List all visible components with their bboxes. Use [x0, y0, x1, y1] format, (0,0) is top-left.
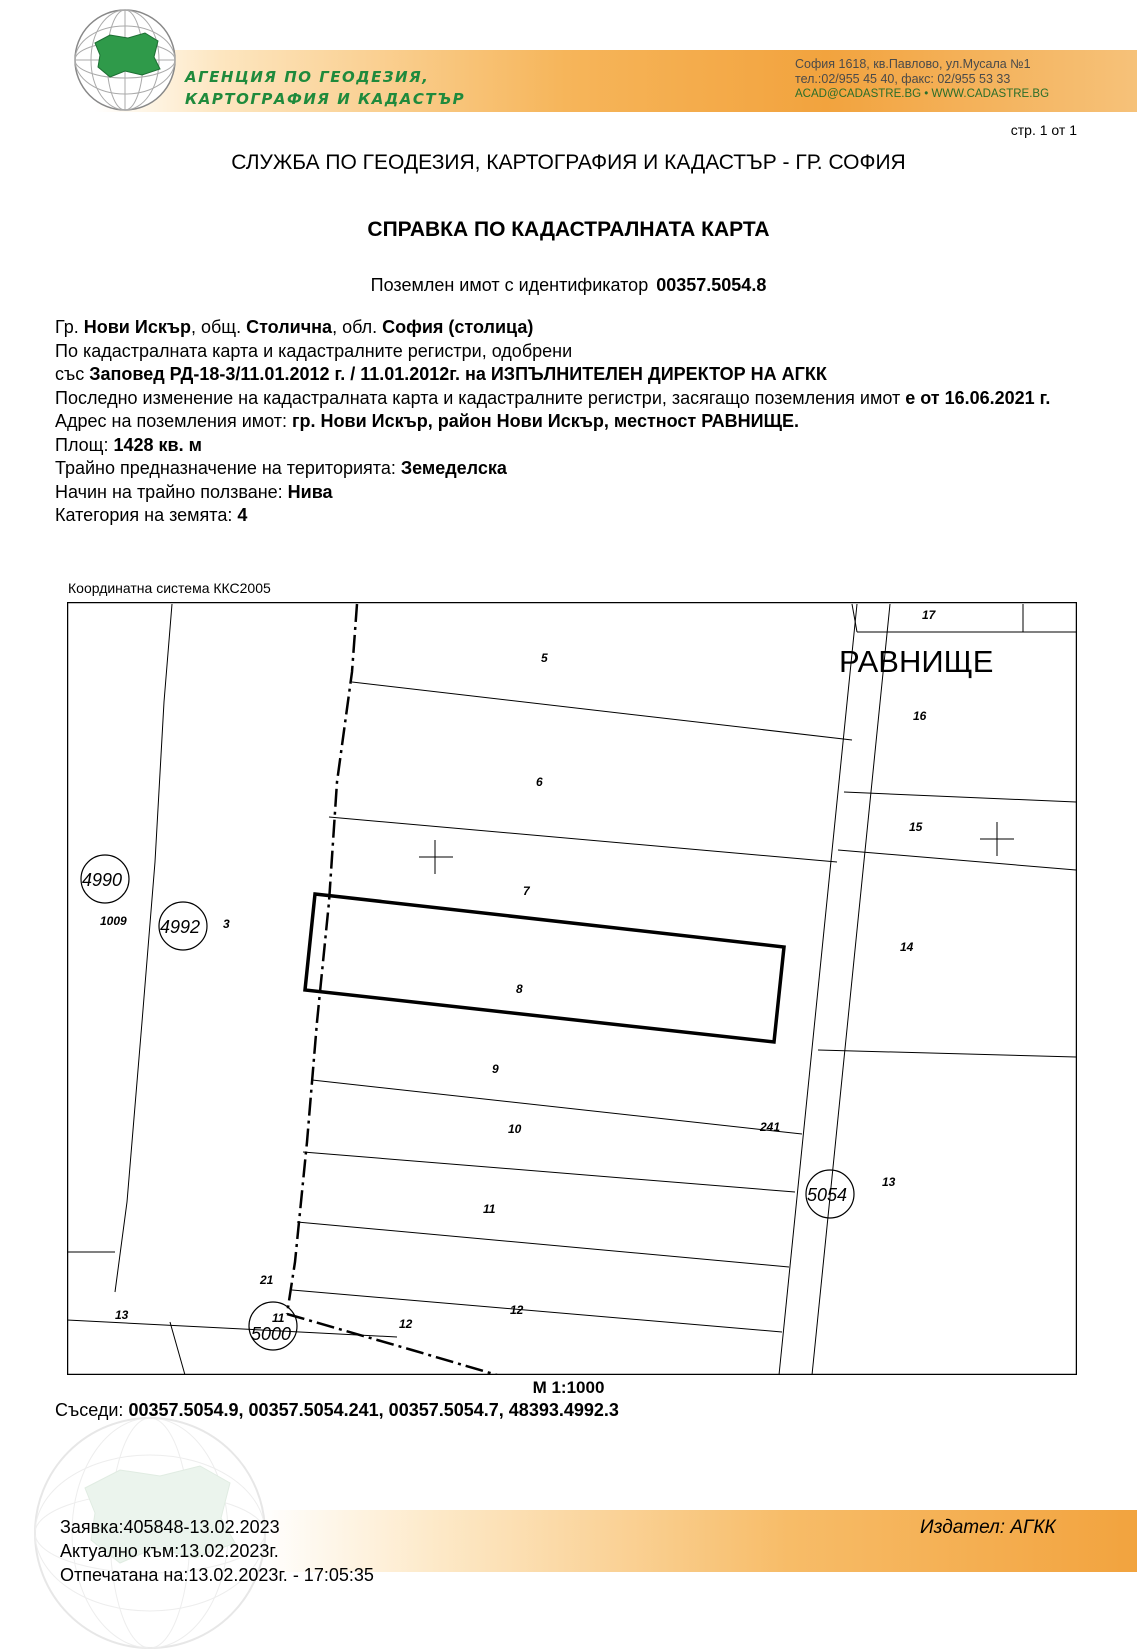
area-line: Площ: 1428 кв. м	[55, 434, 202, 455]
parcel-details	[55, 316, 1095, 528]
parcel-label-1009: 1009	[100, 914, 127, 928]
agency-name-line1: АГЕНЦИЯ ПО ГЕОДЕЗИЯ,	[185, 68, 430, 86]
parcel-label-9: 9	[492, 1062, 499, 1076]
parcel-label-21: 21	[260, 1273, 274, 1287]
parcel-label-10: 10	[508, 1122, 522, 1136]
parcel-label-13-left: 13	[115, 1308, 129, 1322]
service-title: СЛУЖБА ПО ГЕОДЕЗИЯ, КАРТОГРАФИЯ И КАДАСТЪР - ГР. СОФИЯ	[231, 151, 906, 174]
contact-address: София 1618, кв.Павлово, ул.Мусала №1	[795, 57, 1031, 71]
order: Заповед РД-18-3/11.01.2012 г. / 11.01.2012г. на ИЗПЪЛНИТЕЛЕН ДИРЕКТОР НА АГКК	[89, 364, 827, 384]
block-label-4990: 4990	[82, 870, 123, 890]
identifier-label: Поземлен имот с идентификатор	[370, 275, 649, 295]
coordinate-system: Координатна система ККС2005	[68, 580, 271, 596]
agency-name-line2: КАРТОГРАФИЯ И КАДАСТЪР	[185, 90, 466, 108]
order-line: със Заповед РД-18-3/11.01.2012 г. / 11.01.2012г. на ИЗПЪЛНИТЕЛЕН ДИРЕКТОР НА АГКК	[55, 364, 827, 384]
parcel-label-16: 16	[913, 709, 927, 723]
parcel-identifier	[0, 275, 1137, 296]
actual-date: Актуално към:13.02.2023г.	[60, 1541, 279, 1561]
agency-logo	[70, 5, 180, 115]
contact-phone: тел.:02/955 45 40, факс: 02/955 53 33	[795, 72, 1011, 86]
identifier-value: 00357.5054.8	[656, 275, 767, 295]
parcel-label-12: 12	[510, 1303, 524, 1317]
parcel-label-14: 14	[900, 940, 914, 954]
category: 4	[237, 505, 248, 525]
category-line: Категория на земята: 4	[55, 505, 248, 525]
contact-block	[795, 57, 1049, 102]
request-number: Заявка:405848-13.02.2023	[60, 1517, 280, 1537]
parcel-label-11: 11	[483, 1202, 496, 1216]
purpose: Земеделска	[400, 458, 507, 478]
parcel-label-12-bottom: 12	[399, 1317, 413, 1331]
block-label-4992: 4992	[160, 917, 201, 937]
region: София (столица)	[382, 317, 534, 337]
neighbors-value: 00357.5054.9, 00357.5054.241, 00357.5054.7, 48393.4992.3	[128, 1400, 619, 1420]
agency-name	[185, 66, 465, 110]
contact-web[interactable]: ACAD@CADASTRE.BG • WWW.CADASTRE.BG	[795, 88, 1050, 100]
last-change: е от 16.06.2021 г.	[905, 387, 1051, 408]
printed-date: Отпечатана на:13.02.2023г. - 17:05:35	[60, 1565, 374, 1585]
locality-label: РАВНИЩЕ	[839, 644, 994, 679]
parcel-label-8: 8	[516, 982, 523, 996]
page-number: стр. 1 от 1	[1010, 122, 1077, 138]
area: 1428 кв. м	[113, 434, 202, 455]
purpose-line: Трайно предназначение на територията: Земеделска	[55, 458, 507, 478]
parcel-label-17: 17	[922, 608, 936, 622]
parcel-label-6: 6	[536, 775, 543, 789]
cadastral-map	[67, 602, 1077, 1375]
approved-line: По кадастралната карта и кадастралните регистри, одобрени	[55, 340, 573, 361]
city: Нови Искър	[83, 317, 191, 337]
usage-line: Начин на трайно ползване: Нива	[55, 481, 333, 502]
block-label-5000: 5000	[251, 1324, 292, 1344]
parcel-label-7: 7	[523, 884, 530, 898]
neighbors-label: Съседи:	[55, 1400, 129, 1420]
parcel-label-3: 3	[223, 917, 230, 931]
municipality: Столична	[246, 317, 333, 337]
last-change-line: Последно изменение на кадастралната карта и кадастралните регистри, засягащо поземления имот е от 16.06.2021 г.	[55, 387, 1051, 408]
map-scale: М 1:1000	[532, 1378, 605, 1397]
address-line: Адрес на поземления имот: гр. Нови Искър, район Нови Искър, местност РАВНИЩЕ.	[55, 411, 799, 431]
parcel-label-15: 15	[909, 820, 923, 834]
parcel-label-13: 13	[882, 1175, 896, 1189]
parcel-label-5: 5	[541, 651, 548, 665]
publisher: Издател: АГКК	[920, 1517, 1056, 1538]
address: гр. Нови Искър, район Нови Искър, местност РАВНИЩЕ.	[292, 411, 799, 431]
location-line: Гр. Нови Искър, общ. Столична, обл. София (столица)	[55, 317, 534, 337]
parcel-label-241: 241	[760, 1120, 781, 1134]
usage: Нива	[287, 481, 333, 502]
footer-info	[60, 1515, 374, 1587]
block-label-5054: 5054	[807, 1185, 848, 1205]
document-title: СПРАВКА ПО КАДАСТРАЛНАТА КАРТА	[367, 218, 770, 241]
parcel-label-11-bottom: 11	[272, 1311, 285, 1325]
